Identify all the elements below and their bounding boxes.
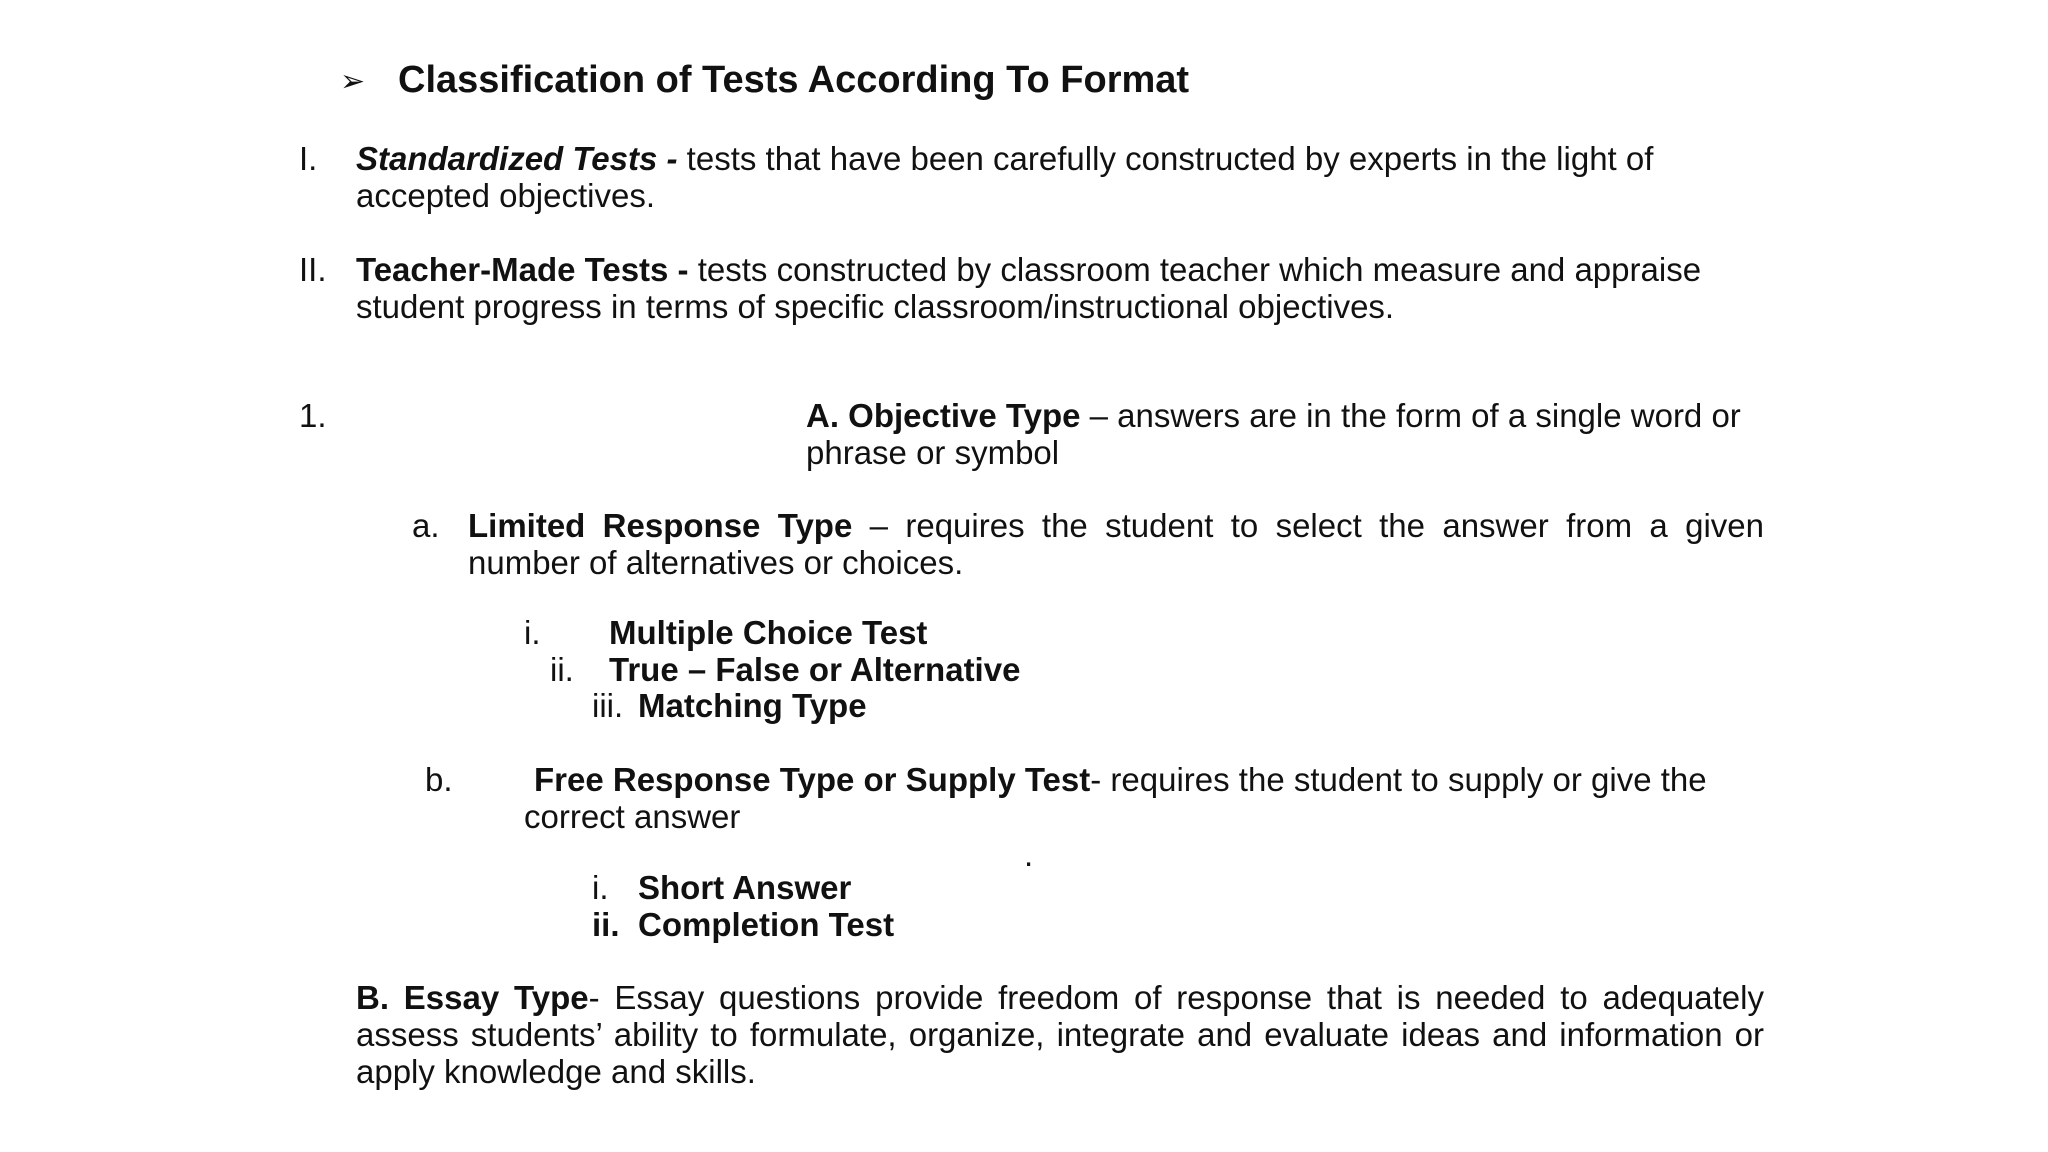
sub-marker-i-free: i. (592, 869, 609, 906)
free-response-term: Free Response Type or Supply Test (534, 761, 1091, 798)
roman-marker-2: II. (299, 251, 327, 288)
list-item-multiple-choice: Multiple Choice Test (609, 614, 928, 651)
list-item-matching-type: Matching Type (638, 687, 867, 724)
arrow-bullet-icon: ➢ (340, 65, 366, 98)
teacher-made-tests-term: Teacher-Made Tests - (356, 251, 689, 288)
essay-type-paragraph (356, 979, 1764, 1090)
teacher-made-tests-desc: tests constructed by classroom teacher which measure and appraise student progress in terms of specific classroom/instructional objectives. (356, 251, 1702, 325)
limited-response-paragraph (468, 507, 1764, 581)
teacher-made-tests-paragraph (356, 251, 1776, 325)
page-title: Classification of Tests According To Format (398, 59, 1190, 101)
standardized-tests-desc: tests that have been carefully constructed by experts in the light of accepted objectives. (356, 140, 1654, 214)
essay-type-desc: - Essay questions provide freedom of response that is needed to adequately assess students’ ability to formulate, organize, integrate and evaluate ideas and information or apply knowledge and skills. (356, 979, 1764, 1090)
sub-marker-ii: ii. (550, 651, 574, 688)
objective-type-paragraph (806, 397, 1766, 471)
roman-marker-1: I. (299, 140, 318, 177)
standardized-tests-paragraph (356, 140, 1766, 214)
letter-marker-a: a. (412, 507, 440, 544)
letter-marker-b: b. (425, 761, 453, 798)
list-item-completion-test: Completion Test (638, 906, 895, 943)
sub-marker-iii: iii. (592, 687, 624, 724)
essay-type-term: B. Essay Type (356, 979, 589, 1016)
limited-response-term: Limited Response Type (468, 507, 853, 544)
list-item-short-answer: Short Answer (638, 869, 852, 906)
numbered-marker-1: 1. (299, 397, 327, 434)
standardized-tests-term: Standardized Tests - (356, 140, 678, 177)
objective-type-term: A. Objective Type (806, 397, 1081, 434)
stray-dot: . (1024, 836, 1034, 873)
sub-marker-i: i. (524, 614, 541, 651)
free-response-paragraph (524, 761, 1774, 835)
sub-marker-ii-free: ii. (592, 906, 620, 943)
free-response-desc: - requires the student to supply or give the correct answer (524, 761, 1707, 835)
list-item-true-false: True – False or Alternative (609, 651, 1021, 688)
limited-response-desc: – requires the student to select the answer from a given number of alternatives or choices. (468, 507, 1764, 581)
objective-type-desc: – answers are in the form of a single word or phrase or symbol (806, 397, 1741, 471)
